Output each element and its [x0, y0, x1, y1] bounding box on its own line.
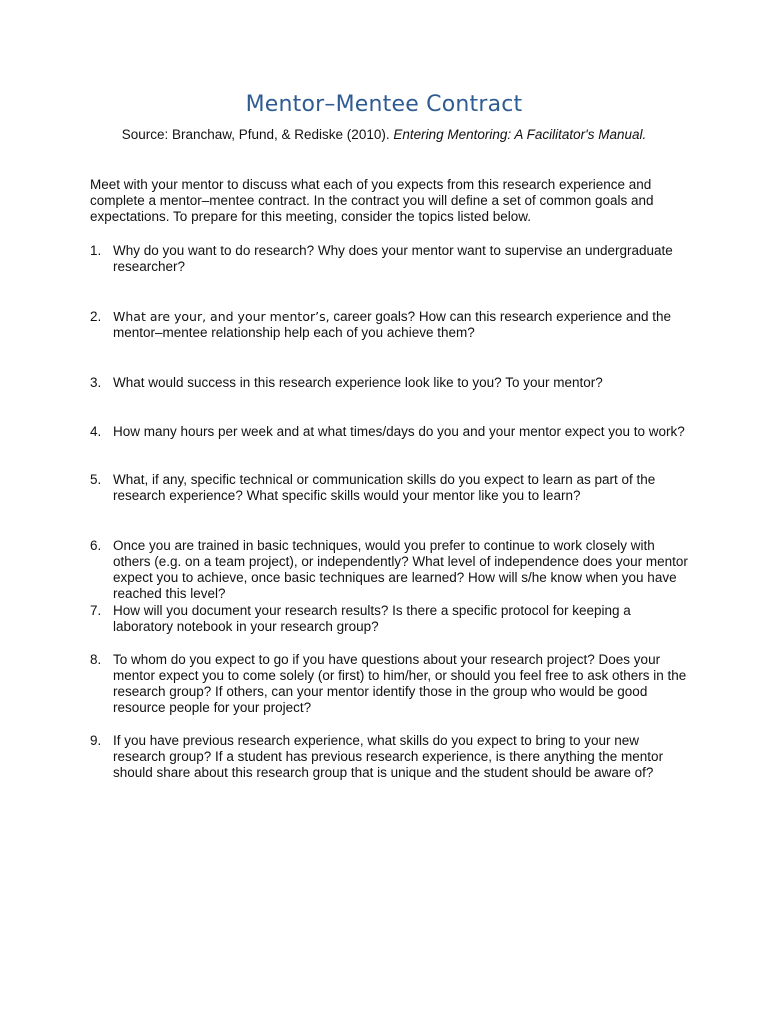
list-item-number: 7.	[90, 603, 102, 618]
list-item-number: 4.	[90, 424, 102, 439]
list-item-text: How will you document your research results? Is there a specific protocol for keeping a laboratory notebook in your research group?	[113, 603, 631, 634]
list-item-text: What would success in this research experience look like to you? To your mentor?	[113, 375, 603, 390]
list-item-7	[90, 603, 690, 635]
list-item-6	[90, 538, 690, 602]
list-item-text: Once you are trained in basic techniques, would you prefer to continue to work closely with others (e.g. on a team project), or independently? What level of independence does your mentor expect you to achieve, once basic techniques are learned? How will s/he know when you have reached this level?	[113, 538, 688, 601]
source-citation-book-title: Entering Mentoring: A Facilitator's Manual.	[393, 127, 647, 142]
list-item-text-part: What are your, and your mentor’s,	[113, 309, 330, 324]
list-item-number: 8.	[90, 652, 102, 667]
list-item-number: 6.	[90, 538, 102, 553]
source-citation	[0, 127, 768, 142]
list-item-text: To whom do you expect to go if you have questions about your research project? Does your mentor expect you to come solely (or first) to him/her, or should you feel free to ask others in the research group? If others, can your mentor identify those in the group who would be good resource people for your project?	[113, 652, 687, 715]
list-item-text-part: career goals? How can this research experience and the mentor–mentee relationship help each of you achieve them?	[113, 309, 672, 340]
list-item-4	[90, 424, 690, 440]
list-item-text: Why do you want to do research? Why does your mentor want to supervise an undergraduate researcher?	[113, 243, 673, 274]
list-item-3	[90, 375, 690, 391]
list-item-9	[90, 733, 690, 781]
page-title: Mentor–Mentee Contract	[245, 92, 523, 117]
list-item-number: 3.	[90, 375, 102, 390]
list-item-8	[90, 652, 690, 716]
list-item-1	[90, 243, 690, 275]
list-item-5	[90, 472, 690, 504]
list-item-2	[90, 309, 690, 341]
list-item-number: 1.	[90, 243, 102, 258]
intro-paragraph: Meet with your mentor to discuss what each of you expects from this research experience and complete a mentor–mentee contract. In the contract you will define a set of common goals and expectations. To prepare for this meeting, consider the topics listed below.	[90, 177, 654, 224]
list-item-text: How many hours per week and at what times/days do you and your mentor expect you to work?	[113, 424, 685, 439]
list-item-text: If you have previous research experience, what skills do you expect to bring to your new research group? If a student has previous research experience, is there anything the mentor should share about this research group that is unique and the student should be aware of?	[113, 733, 664, 780]
source-citation-text: Source: Branchaw, Pfund, & Rediske (2010).	[121, 127, 394, 142]
list-item-text: What, if any, specific technical or communication skills do you expect to learn as part of the research experience? What specific skills would your mentor like you to learn?	[113, 472, 656, 503]
list-item-text	[113, 309, 690, 341]
list-item-number: 5.	[90, 472, 102, 487]
list-item-number: 9.	[90, 733, 102, 748]
list-item-number: 2.	[90, 309, 102, 324]
